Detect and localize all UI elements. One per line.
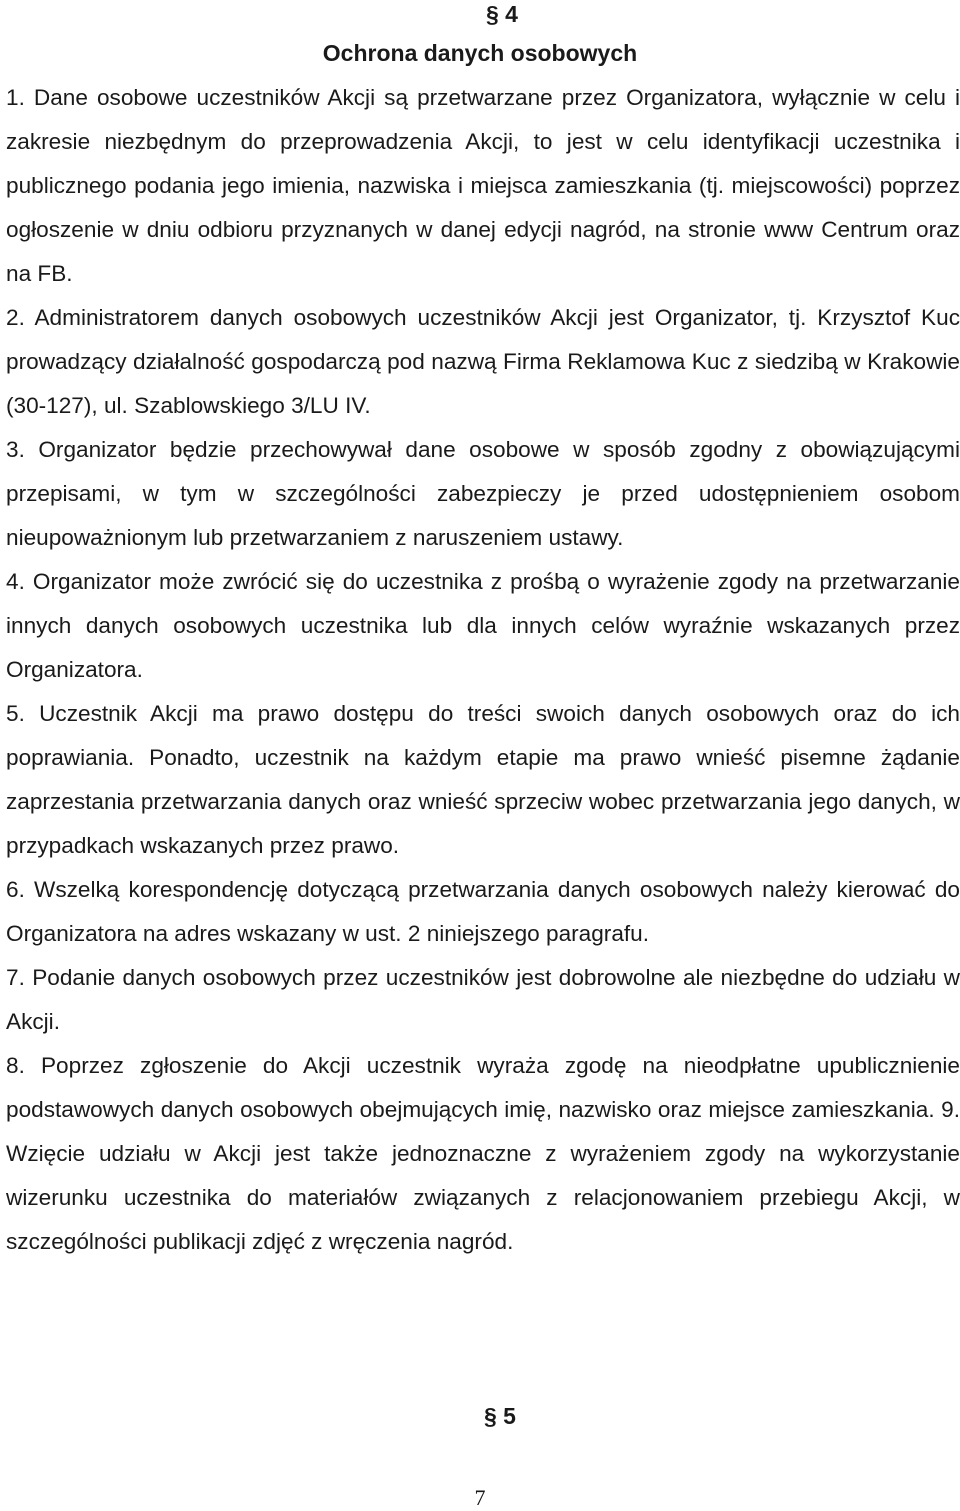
section-4-marker: § 4 bbox=[486, 1, 518, 27]
section-4-body bbox=[6, 76, 960, 1264]
section-title: Ochrona danych osobowych bbox=[322, 40, 638, 66]
paragraph-6: 6. Wszelką korespondencję dotyczącą przetwarzania danych osobowych należy kierować do Organizatora na adres wskazany w ust. 2 niniejszego paragrafu. bbox=[6, 877, 960, 946]
page-number: 7 bbox=[474, 1485, 486, 1510]
paragraph-1: 1. Dane osobowe uczestników Akcji są przetwarzane przez Organizatora, wyłącznie w celu i zakresie niezbędnym do przeprowadzenia Akcji, to jest w celu identyfikacji uczestnika i publicznego podania jego imienia, nazwiska i miejsca zamieszkania (tj. miejscowości) poprzez ogłoszenie w dniu odbioru przyznanych w danej edycji nagród, na stronie www Centrum oraz na FB. bbox=[6, 85, 960, 286]
paragraph-2: 2. Administratorem danych osobowych uczestników Akcji jest Organizator, tj. Krzysztof Kuc prowadzący działalność gospodarczą pod nazwą Firma Reklamowa Kuc z siedzibą w Krakowie (30-127), ul. Szablowskiego 3/LU IV. bbox=[6, 305, 960, 418]
paragraph-3: 3. Organizator będzie przechowywał dane osobowe w sposób zgodny z obowiązującymi przepisami, w tym w szczególności zabezpieczy je przed udostępnieniem osobom nieupoważnionym lub przetwarzaniem z naruszeniem ustawy. bbox=[6, 437, 960, 550]
paragraph-8: 8. Poprzez zgłoszenie do Akcji uczestnik wyraża zgodę na nieodpłatne upublicznienie podstawowych danych osobowych obejmujących imię, nazwisko oraz miejsce zamieszkania. 9. Wzięcie udziału w Akcji jest także jednoznaczne z wyrażeniem zgody na wykorzystanie wizerunku uczestnika do materiałów związanych z relacjonowaniem przebiegu Akcji, w szczególności publikacji zdjęć z wręczenia nagród. bbox=[6, 1053, 960, 1254]
section-5-marker: § 5 bbox=[484, 1403, 516, 1429]
paragraph-5: 5. Uczestnik Akcji ma prawo dostępu do treści swoich danych osobowych oraz do ich poprawiania. Ponadto, uczestnik na każdym etapie ma prawo wnieść pisemne żądanie zaprzestania przetwarzania danych oraz wnieść sprzeciw wobec przetwarzania jego danych, w przypadkach wskazanych przez prawo. bbox=[6, 701, 960, 858]
paragraph-4: 4. Organizator może zwrócić się do uczestnika z prośbą o wyrażenie zgody na przetwarzanie innych danych osobowych uczestnika lub dla innych celów wyraźnie wskazanych przez Organizatora. bbox=[6, 569, 960, 682]
paragraph-7: 7. Podanie danych osobowych przez uczestników jest dobrowolne ale niezbędne do udziału w Akcji. bbox=[6, 965, 960, 1034]
